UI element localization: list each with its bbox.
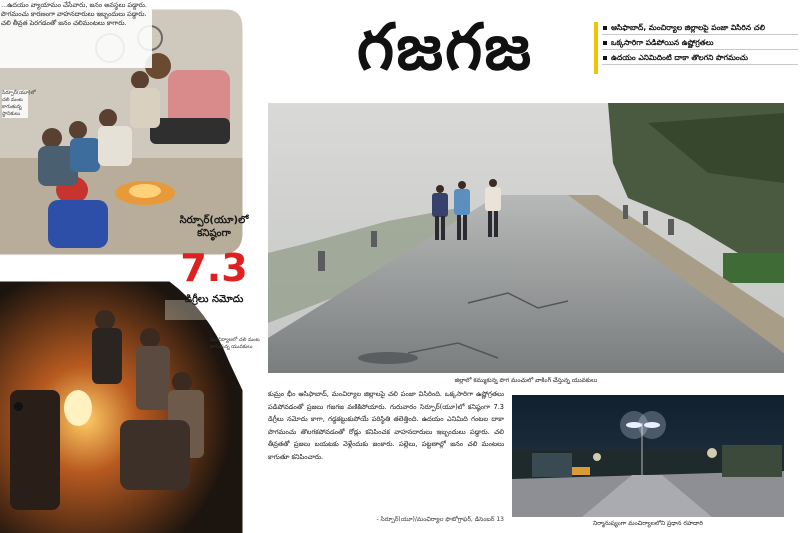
headline: గజగజ	[356, 10, 534, 85]
article-body: కుమ్రం భీం ఆసిఫాబాద్, మంచిర్యాల జిల్లాలపై చలి పంజా విసిరింది. ఒక్కసారిగా ఉష్ణోగ్రతలు పడిపోవడంతో ప్రజలు గజగజ వణికిపోయారు. గురువారం సిర్పూర్(యూ)లో కనిష్ఠంగా 7.3 డిగ్రీలు నమోదు కాగా, గడ్డకట్టుకుపోయే పరిస్థితి తలెత్తింది. ఉదయం ఎనిమిది గంటల దాకా పొగమంచు తొలగకపోవడంతో రోడ్లు కనిపించక వాహనదారులు ఇబ్బందులు పడ్డారు. చలి తీవ్రతతో ప్రజలు బయటకు వెళ్లేందుకు జంకారు. పల్లెలు, పట్టణాల్లో జనం చలి మంటలు కాగుతూ కనిపించారు.	[268, 390, 504, 461]
highlight-item: ఆసిఫాబాద్, మంచిర్యాల జిల్లాలపై పంజా విసిరిన చలి	[602, 22, 798, 35]
highlight-item: ఒక్కసారిగా పడిపోయిన ఉష్ణోగ్రతలు	[602, 37, 798, 50]
highlight-item: ఉదయం ఎనిమిదింటి దాకా తొలగని పొగమంచు	[602, 52, 798, 65]
bottom-left-caption: మంచిర్యాలలో చలి మంట కాగుతున్న యువకులు	[210, 337, 260, 350]
night-photo-caption: నిర్మానుష్యంగా మంచిర్యాలలోని ప్రధాన రహదారి	[593, 520, 703, 527]
main-photo-caption: జిల్లాలో కమ్ముకున్న పొగ మంచులో వాకింగ్ చేస్తున్న యువకులు	[454, 377, 598, 384]
main-photo	[268, 103, 784, 373]
temperature-intro: సిర్పూర్(యూ)లో కనిష్ఠంగా	[179, 215, 249, 239]
left-photo-divider-dot	[14, 402, 23, 411]
highlights-list	[602, 22, 798, 67]
headline-accent-bar	[594, 22, 598, 74]
top-left-article-text: ...ఉదయం వ్యాయామం చేసేవారు, జనం అవస్థలు పడ్డారు. పొగమంచు కారణంగా వాహనదారులు ఇబ్బందులు పడ్డారు. చలి తీవ్రత పెరగడంతో జనం చలిమంటలు కాగారు.	[0, 0, 152, 68]
temperature-unit-label: డిగ్రీలు నమోదు	[184, 294, 244, 305]
byline: - సిర్పూర్(యూ)/మంచిర్యాల ఫొటోగ్రాఫర్, డిసెంబర్ 13	[376, 516, 504, 523]
night-road-photo	[512, 395, 784, 517]
top-left-caption: సిర్పూర్(యూ)లో చలి మంట కాగుతున్న స్థానికులు	[2, 90, 36, 117]
bottom-left-photo	[0, 280, 244, 533]
temperature-value: 7.3	[180, 246, 248, 290]
